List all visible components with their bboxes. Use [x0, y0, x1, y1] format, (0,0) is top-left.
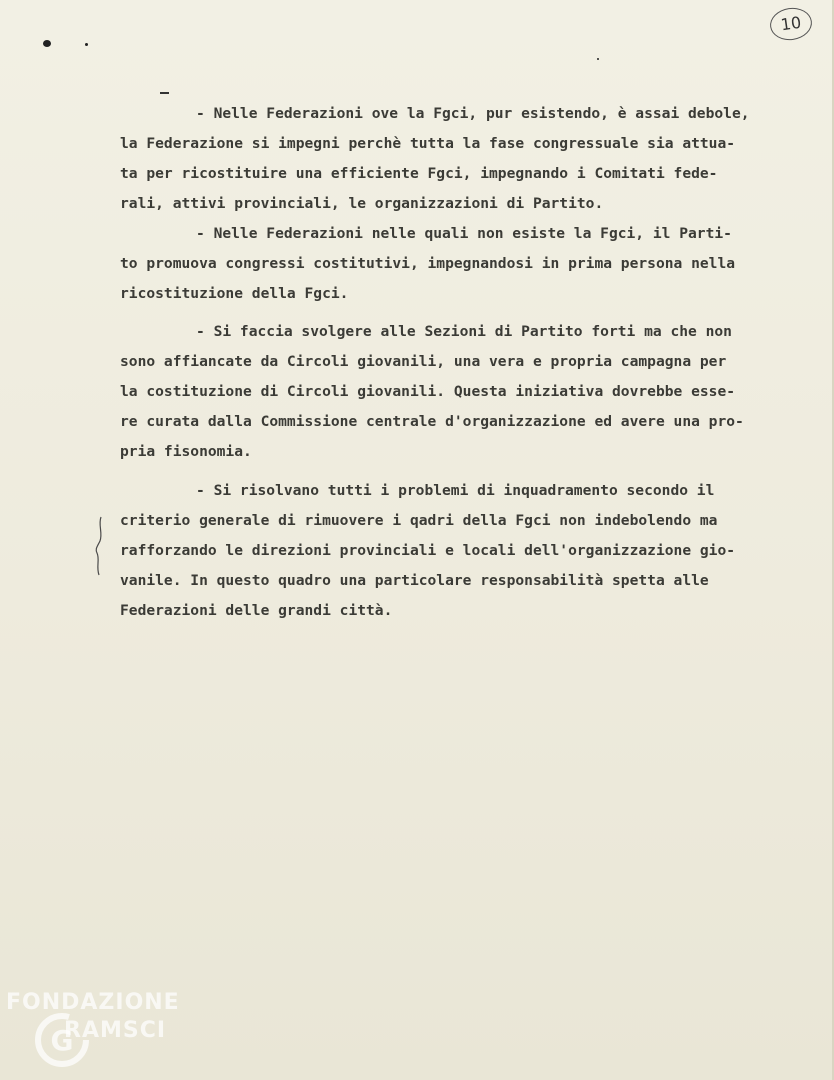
watermark-line2: RAMSCI	[64, 1018, 167, 1043]
page-number: 10	[768, 5, 814, 43]
text-line: - Si faccia svolgere alle Sezioni di Partito forti ma che non	[196, 323, 732, 340]
text-line: ricostituzione della Fgci.	[120, 285, 349, 302]
text-line: - Si risolvano tutti i problemi di inquadramento secondo il	[196, 482, 715, 499]
text-line: to promuova congressi costitutivi, impegnandosi in prima persona nella	[120, 255, 736, 272]
text-line: la costituzione di Circoli giovanili. Questa iniziativa dovrebbe esse-	[120, 383, 736, 400]
text-line: rali, attivi provinciali, le organizzazioni di Partito.	[120, 195, 604, 212]
fondazione-gramsci-watermark	[6, 990, 211, 1075]
watermark-line1: FONDAZIONE	[6, 990, 180, 1015]
text-line: rafforzando le direzioni provinciali e locali dell'organizzazione gio-	[120, 542, 736, 559]
text-line: sono affiancate da Circoli giovanili, una vera e propria campagna per	[120, 353, 727, 370]
watermark-letter: G	[50, 1024, 74, 1057]
ink-spot	[43, 40, 51, 47]
ink-dot	[85, 43, 88, 46]
margin-bracket-mark	[92, 515, 108, 577]
ink-dot	[597, 58, 599, 60]
text-line: la Federazione si impegni perchè tutta la fase congressuale sia attua-	[120, 135, 736, 152]
text-line: re curata dalla Commissione centrale d'organizzazione ed avere una pro-	[120, 413, 744, 430]
text-line: vanile. In questo quadro una particolare responsabilità spetta alle	[120, 572, 709, 589]
text-line: pria fisonomia.	[120, 443, 252, 460]
dash-mark	[160, 92, 169, 94]
text-line: - Nelle Federazioni nelle quali non esiste la Fgci, il Parti-	[196, 225, 732, 242]
text-line: - Nelle Federazioni ove la Fgci, pur esistendo, è assai debole,	[196, 105, 750, 122]
text-line: Federazioni delle grandi città.	[120, 602, 393, 619]
text-line: criterio generale di rimuovere i qadri della Fgci non indebolendo ma	[120, 512, 718, 529]
text-line: ta per ricostituire una efficiente Fgci, impegnando i Comitati fede-	[120, 165, 718, 182]
